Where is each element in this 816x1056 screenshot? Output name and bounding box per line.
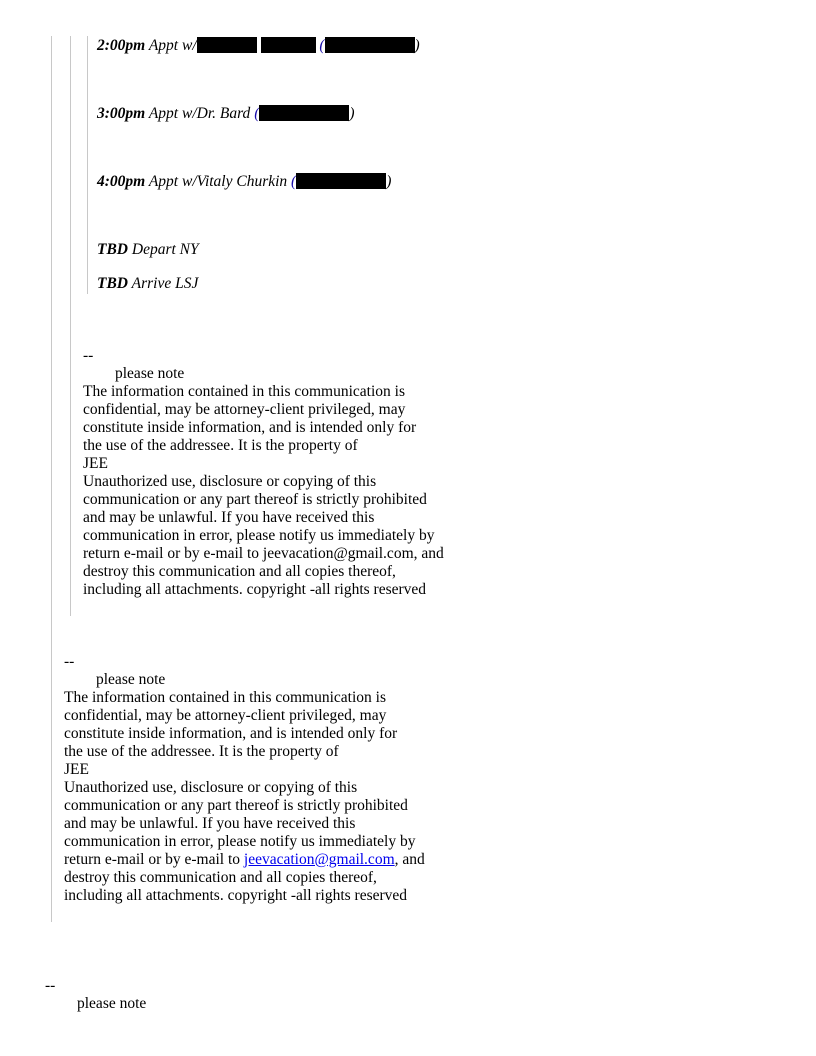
appointment-time: 3:00pm [97,105,146,122]
signature-dashes: -- [83,347,94,364]
paren-open: ( [291,173,297,190]
notice-line: communication in error, please notify us immediately by [83,527,435,544]
notice-line: constitute inside information, and is intended only for [83,419,417,436]
travel-item [97,241,199,259]
notice-line: communication in error, please notify us immediately by [64,833,416,850]
notice-line: JEE [64,761,89,778]
notice-line: Unauthorized use, disclosure or copying of this [83,473,377,490]
notice-line: destroy this communication and all copies thereof, [64,869,377,886]
appointment-item [97,173,391,191]
notice-line: Unauthorized use, disclosure or copying of this [64,779,358,796]
notice-line: and may be unlawful. If you have received this [83,509,375,526]
paren-close: ) [414,37,420,54]
travel-text: Arrive LSJ [131,275,199,292]
notice-line: communication or any part thereof is strictly prohibited [83,491,427,508]
appointment-text: Appt w/ [148,37,197,54]
appointment-item [97,37,420,55]
email-prefix: return e-mail or by e-mail to [83,545,263,562]
redaction-block [261,37,316,53]
notice-line: the use of the addressee. It is the property of [64,743,339,760]
email-text: jeevacation@gmail.com [262,545,414,562]
confidentiality-notice [83,347,444,599]
quote-bar-outer [51,36,52,922]
notice-line: including all attachments. copyright -all rights reserved [83,581,427,598]
email-suffix: , and [394,851,425,868]
paren-close: ) [386,173,392,190]
appointment-time: 2:00pm [97,37,146,54]
notice-line: confidential, may be attorney-client privileged, may [64,707,387,724]
notice-line: The information contained in this communication is [64,689,386,706]
notice-line: The information contained in this communication is [83,383,405,400]
email-suffix: , and [413,545,444,562]
travel-text: Depart NY [131,241,199,258]
notice-line: and may be unlawful. If you have received this [64,815,356,832]
notice-line-email [64,851,425,869]
notice-line: communication or any part thereof is strictly prohibited [64,797,408,814]
redaction-block [197,37,257,53]
please-note: please note [96,671,166,688]
confidentiality-notice [45,977,146,1013]
email-link[interactable]: jeevacation@gmail.com [243,851,395,868]
redaction-block [296,173,386,189]
paren-open: ( [254,105,260,122]
notice-line: destroy this communication and all copies thereof, [83,563,396,580]
quote-bar-inner [87,36,88,294]
travel-item [97,275,198,293]
redaction-block [259,105,349,121]
please-note: please note [115,365,185,382]
notice-line: constitute inside information, and is intended only for [64,725,398,742]
paren-open: ( [319,37,325,54]
travel-time: TBD [97,241,128,258]
signature-dashes: -- [45,977,56,994]
notice-line: confidential, may be attorney-client privileged, may [83,401,406,418]
appointment-text: Appt w/Vitaly Churkin [148,173,292,190]
signature-dashes: -- [64,653,75,670]
travel-time: TBD [97,275,128,292]
notice-line: including all attachments. copyright -all rights reserved [64,887,408,904]
confidentiality-notice [64,653,425,905]
notice-line: JEE [83,455,108,472]
notice-line-email [83,545,444,563]
paren-close: ) [349,105,355,122]
appointment-time: 4:00pm [97,173,146,190]
email-prefix: return e-mail or by e-mail to [64,851,244,868]
appointment-text: Appt w/Dr. Bard [148,105,255,122]
redaction-block [325,37,415,53]
please-note: please note [77,995,147,1012]
notice-line: the use of the addressee. It is the property of [83,437,358,454]
appointment-item [97,105,355,123]
quote-bar-middle [70,36,71,616]
